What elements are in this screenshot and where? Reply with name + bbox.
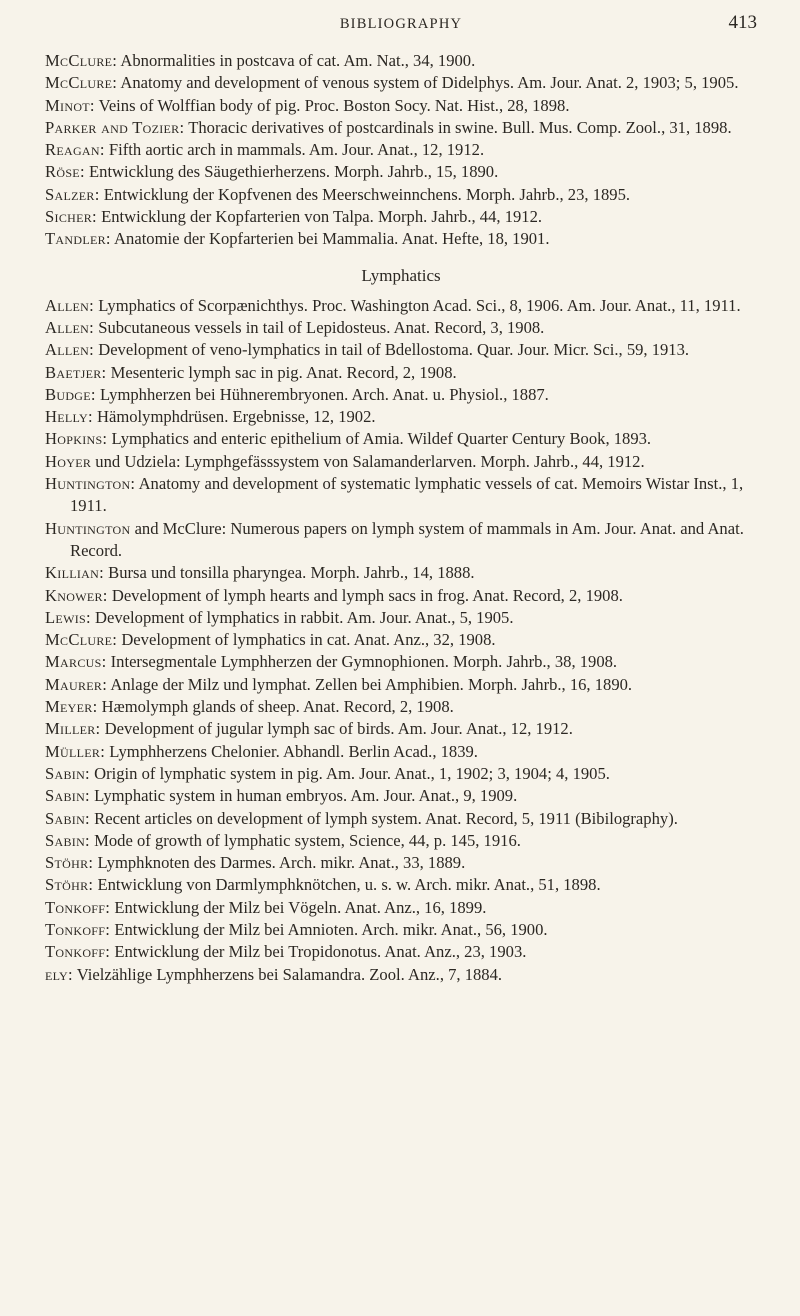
entry-author: Budge:	[45, 384, 96, 404]
entry-citation: Lymphatics of Scorpænichthys. Proc. Washington Acad. Sci., 8, 1906. Am. Jour. Anat., 11, 1911.	[94, 295, 741, 315]
entry-author: Sabin:	[45, 808, 90, 828]
bibliography-entry	[45, 830, 757, 852]
entry-author: Marcus:	[45, 652, 107, 672]
bibliography-entry	[45, 741, 757, 763]
bibliography-entry	[45, 295, 757, 317]
entry-author: Tonkoff:	[45, 897, 111, 917]
entry-author: Salzer:	[45, 184, 100, 204]
section-title-lymphatics: Lymphatics	[361, 265, 441, 285]
entry-citation: Lymphatics and enteric epithelium of Amia. Wildef Quarter Century Book, 1893.	[107, 429, 652, 449]
entry-author: Sicher:	[45, 207, 97, 227]
bibliography-entry	[45, 317, 757, 339]
entry-citation: Vielzählige Lymphherzens bei Salamandra. Zool. Anz., 7, 1884.	[72, 964, 503, 984]
entry-author: Allen:	[45, 340, 95, 360]
bibliography-entry	[45, 763, 757, 785]
entry-citation: Subcutaneous vessels in tail of Lepidosteus. Anat. Record, 3, 1908.	[94, 317, 545, 337]
entry-citation: Entwicklung der Milz bei Vögeln. Anat. Anz., 16, 1899.	[110, 897, 487, 917]
entry-citation: Development of lymph hearts and lymph sacs in frog. Anat. Record, 2, 1908.	[107, 585, 623, 605]
bibliography-entry	[45, 852, 757, 874]
bibliography-entry	[45, 874, 757, 896]
entry-citation: Fifth aortic arch in mammals. Am. Jour. Anat., 12, 1912.	[104, 140, 485, 160]
entry-citation: Lymphatic system in human embryos. Am. Jour. Anat., 9, 1909.	[89, 786, 518, 806]
bibliography-entry	[45, 696, 757, 718]
bibliography-entry	[45, 607, 757, 629]
running-head: BIBLIOGRAPHY	[339, 16, 463, 32]
entry-author: Sabin:	[45, 830, 90, 850]
bibliography-entry	[45, 562, 757, 584]
bibliography-entry	[45, 919, 757, 941]
entry-citation: Abnormalities in postcava of cat. Am. Nat., 34, 1900.	[117, 51, 476, 70]
entry-author: Miller:	[45, 719, 101, 739]
entry-author: Reagan:	[45, 140, 105, 160]
entry-author: Allen:	[45, 317, 95, 337]
entry-citation: Thoracic derivatives of postcardinals in swine. Bull. Mus. Comp. Zool., 31, 1898.	[184, 117, 732, 137]
entry-author: Parker and Tozier:	[45, 117, 185, 137]
entry-citation: Anatomie der Kopfarterien bei Mammalia. Anat. Hefte, 18, 1901.	[110, 229, 550, 249]
entry-author: Meyer:	[45, 697, 98, 717]
entry-author: Sabin:	[45, 786, 90, 806]
entry-author: Maurer:	[45, 674, 108, 694]
entry-citation: Anlage der Milz und lymphat. Zellen bei Amphibien. Morph. Jahrb., 16, 1890.	[107, 674, 633, 694]
entry-citation: Mesenteric lymph sac in pig. Anat. Record, 2, 1908.	[106, 362, 457, 382]
bibliography-list-vessels	[45, 50, 757, 251]
bibliography-entry	[45, 808, 757, 830]
entry-citation: Entwicklung der Kopfarterien von Talpa. Morph. Jahrb., 44, 1912.	[96, 207, 543, 227]
bibliography-entry	[45, 518, 757, 563]
page-header	[45, 0, 757, 50]
bibliography-entry	[45, 473, 757, 518]
entry-citation: Origin of lymphatic system in pig. Am. Jour. Anat., 1, 1902; 3, 1904; 4, 1905.	[89, 763, 610, 783]
entry-citation: Anatomy and development of venous system of Didelphys. Am. Jour. Anat. 2, 1903; 5, 1905.	[117, 73, 739, 93]
entry-citation: Development of veno-lymphatics in tail of Bdellostoma. Quar. Jour. Micr. Sci., 59, 1913.	[94, 340, 690, 360]
entry-author: Stöhr:	[45, 875, 94, 895]
entry-author: Tandler:	[45, 229, 111, 249]
entry-author: Huntington:	[45, 474, 136, 494]
bibliography-entry	[45, 897, 757, 919]
bibliography-entry	[45, 161, 757, 183]
entry-citation: Development of jugular lymph sac of birds. Am. Jour. Anat., 12, 1912.	[100, 719, 573, 739]
bibliography-entry	[45, 785, 757, 807]
entry-citation: Entwicklung der Milz bei Amnioten. Arch. mikr. Anat., 56, 1900.	[110, 919, 548, 939]
bibliography-entry	[45, 362, 757, 384]
entry-citation: Development of lymphatics in rabbit. Am. Jour. Anat., 5, 1905.	[90, 607, 514, 627]
entry-author: Baetjer:	[45, 362, 107, 382]
bibliography-entry	[45, 72, 757, 94]
entry-citation: Lymphherzen bei Hühnerembryonen. Arch. Anat. u. Physiol., 1887.	[95, 384, 549, 404]
page-number: 413	[728, 12, 757, 33]
entry-citation: Entwicklung der Milz bei Tropidonotus. Anat. Anz., 23, 1903.	[110, 942, 527, 962]
entry-citation: Entwicklung von Darmlymphknötchen, u. s. w. Arch. mikr. Anat., 51, 1898.	[93, 875, 601, 895]
bibliography-entry	[45, 964, 757, 986]
bibliography-entry	[45, 941, 757, 963]
entry-author: Müller:	[45, 741, 106, 761]
bibliography-entry	[45, 406, 757, 428]
bibliography-entry	[45, 674, 757, 696]
entry-citation: Anatomy and development of systematic lymphatic vessels of cat. Memoirs Wistar Inst., 1, 1911.	[70, 474, 744, 516]
entry-author: McClure:	[45, 51, 118, 70]
entry-citation: Recent articles on development of lymph system. Anat. Record, 5, 1911 (Bibilography).	[89, 808, 678, 828]
entry-citation: Hämolymphdrüsen. Ergebnisse, 12, 1902.	[92, 407, 376, 427]
entry-author: ely:	[45, 964, 73, 984]
entry-author: Killian:	[45, 563, 104, 583]
entry-citation: and McClure: Numerous papers on lymph system of mammals in Am. Jour. Anat. and Anat. Record.	[70, 518, 744, 560]
bibliography-entry	[45, 206, 757, 228]
bibliography-entry	[45, 585, 757, 607]
entry-author: Huntington	[45, 518, 131, 538]
bibliography-entry	[45, 718, 757, 740]
entry-author: Röse:	[45, 162, 85, 182]
bibliography-entry	[45, 117, 757, 139]
entry-citation: Development of lymphatics in cat. Anat. Anz., 32, 1908.	[117, 630, 496, 650]
entry-citation: Bursa und tonsilla pharyngea. Morph. Jahrb., 14, 1888.	[103, 563, 475, 583]
entry-author: Allen:	[45, 295, 95, 315]
entry-citation: Lymphherzens Chelonier. Abhandl. Berlin Acad., 1839.	[105, 741, 478, 761]
entry-citation: Lymphknoten des Darmes. Arch. mikr. Anat., 33, 1889.	[93, 853, 466, 873]
entry-author: Helly:	[45, 407, 93, 427]
entry-author: Lewis:	[45, 607, 91, 627]
entry-author: Hopkins:	[45, 429, 108, 449]
bibliography-entry	[45, 451, 757, 473]
bibliography-entry	[45, 651, 757, 673]
entry-author: McClure:	[45, 73, 118, 93]
entry-citation: Hæmolymph glands of sheep. Anat. Record, 2, 1908.	[97, 697, 454, 717]
entry-author: Knower:	[45, 585, 108, 605]
entry-citation: Veins of Wolffian body of pig. Proc. Boston Socy. Nat. Hist., 28, 1898.	[94, 95, 570, 115]
bibliography-entry	[45, 50, 757, 72]
entry-author: Tonkoff:	[45, 942, 111, 962]
entry-citation: Mode of growth of lymphatic system, Science, 44, p. 145, 1916.	[89, 830, 521, 850]
entry-citation: Entwicklung der Kopfvenen des Meerschweinnchens. Morph. Jahrb., 23, 1895.	[99, 184, 631, 204]
entry-author: Sabin:	[45, 763, 90, 783]
entry-citation: Intersegmentale Lymphherzen der Gymnophionen. Morph. Jahrb., 38, 1908.	[106, 652, 618, 672]
entry-citation: Entwicklung des Säugethierherzens. Morph. Jahrb., 15, 1890.	[84, 162, 499, 182]
entry-author: Tonkoff:	[45, 919, 111, 939]
bibliography-entry	[45, 339, 757, 361]
bibliography-list-lymphatics	[45, 295, 757, 986]
bibliography-entry	[45, 384, 757, 406]
entry-author: McClure:	[45, 630, 118, 650]
entry-author: Minot:	[45, 95, 95, 115]
entry-citation: und Udziela: Lymphgefässsystem von Salamanderlarven. Morph. Jahrb., 44, 1912.	[91, 451, 645, 471]
entry-author: Hoyer	[45, 451, 92, 471]
bibliography-entry	[45, 184, 757, 206]
bibliography-entry	[45, 428, 757, 450]
bibliography-entry	[45, 228, 757, 250]
bibliography-entry	[45, 95, 757, 117]
entry-author: Stöhr:	[45, 853, 94, 873]
bibliography-entry	[45, 629, 757, 651]
bibliography-entry	[45, 139, 757, 161]
